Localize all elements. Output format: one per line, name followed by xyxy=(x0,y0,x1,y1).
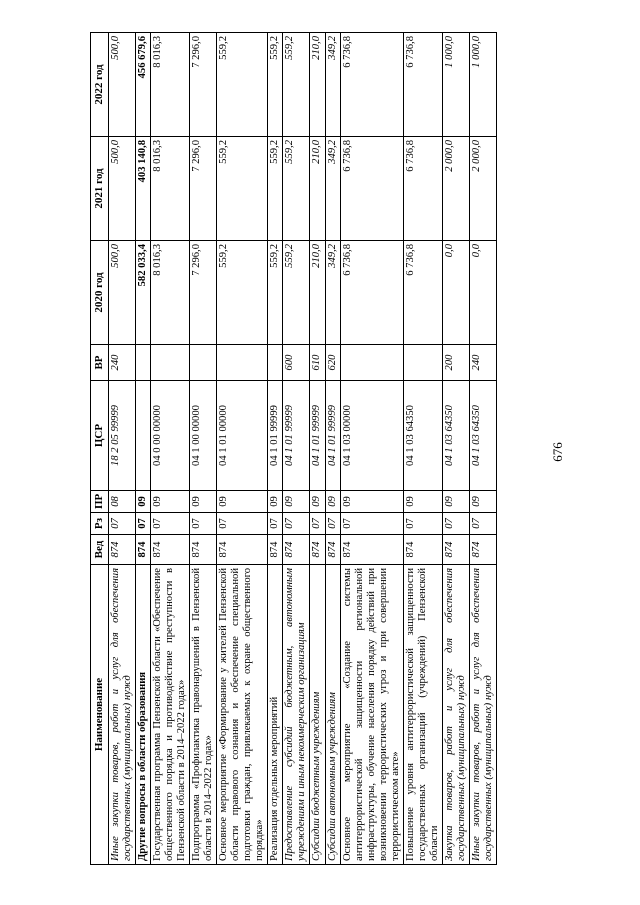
row-csr: 04 1 03 64350 xyxy=(403,381,442,491)
row-ved: 874 xyxy=(189,535,216,565)
table-row xyxy=(443,33,470,865)
row-pr: 09 xyxy=(470,491,497,513)
header-csr: ЦСР xyxy=(91,381,109,491)
table-row xyxy=(340,33,403,865)
row-vr xyxy=(217,345,268,381)
row-ved: 874 xyxy=(217,535,268,565)
row-2021: 559,2 xyxy=(217,137,268,241)
row-2020: 559,2 xyxy=(283,241,310,345)
row-2020: 349,2 xyxy=(325,241,340,345)
row-2021: 6 736,8 xyxy=(340,137,403,241)
row-name: Иные закупки товаров, работ и услуг для обеспечения государственных (муниципальных) нужд xyxy=(470,565,497,865)
row-name: Реализация отдельных мероприятий xyxy=(268,565,283,865)
row-ved: 874 xyxy=(470,535,497,565)
row-2021: 500,0 xyxy=(108,137,135,241)
row-2020: 6 736,8 xyxy=(340,241,403,345)
row-2022: 210,0 xyxy=(310,33,325,137)
row-csr: 04 1 03 00000 xyxy=(340,381,403,491)
table-row xyxy=(108,33,135,865)
row-2020: 559,2 xyxy=(217,241,268,345)
row-pr: 08 xyxy=(108,491,135,513)
header-rz: Рз xyxy=(91,513,109,535)
header-pr: ПР xyxy=(91,491,109,513)
row-2021: 210,0 xyxy=(310,137,325,241)
row-name: Субсидии автономным учреждениям xyxy=(325,565,340,865)
row-2021: 349,2 xyxy=(325,137,340,241)
row-2021: 2 000,0 xyxy=(443,137,470,241)
row-name: Другие вопросы в области образования xyxy=(135,565,150,865)
row-2022: 1 000,0 xyxy=(443,33,470,137)
row-ved: 874 xyxy=(403,535,442,565)
table-row xyxy=(310,33,325,865)
row-ved: 874 xyxy=(108,535,135,565)
row-pr: 09 xyxy=(217,491,268,513)
row-rz: 07 xyxy=(443,513,470,535)
header-vr: ВР xyxy=(91,345,109,381)
row-2022: 8 016,3 xyxy=(150,33,189,137)
row-csr: 04 1 01 99999 xyxy=(268,381,283,491)
row-2022: 559,2 xyxy=(217,33,268,137)
row-ved: 874 xyxy=(310,535,325,565)
row-rz: 07 xyxy=(217,513,268,535)
row-2021: 403 140,8 xyxy=(135,137,150,241)
header-2022: 2022 год xyxy=(91,33,109,137)
row-name: Повышение уровня антитеррористической защищенности государственных организаций (учреждений) Пензенской области xyxy=(403,565,442,865)
row-2020: 7 296,0 xyxy=(189,241,216,345)
row-2021: 8 016,3 xyxy=(150,137,189,241)
row-vr xyxy=(340,345,403,381)
row-vr xyxy=(150,345,189,381)
row-name: Субсидии бюджетным учреждениям xyxy=(310,565,325,865)
row-2020: 0,0 xyxy=(443,241,470,345)
row-pr: 09 xyxy=(340,491,403,513)
row-2022: 500,0 xyxy=(108,33,135,137)
header-name: Наименование xyxy=(91,565,109,865)
row-rz: 07 xyxy=(325,513,340,535)
row-ved: 874 xyxy=(443,535,470,565)
row-csr xyxy=(135,381,150,491)
row-name: Иные закупки товаров, работ и услуг для обеспечения государственных (муниципальных) нужд xyxy=(108,565,135,865)
header-ved: Вед xyxy=(91,535,109,565)
row-ved: 874 xyxy=(268,535,283,565)
row-name: Основное мероприятие «Создание системы антитеррористической защищенности региональной инфраструктуры, обучение населения порядку действий при возникновении террористических угроз и при совершении террористическом акте» xyxy=(340,565,403,865)
table-row xyxy=(189,33,216,865)
page-number: 676 xyxy=(550,442,565,462)
row-rz: 07 xyxy=(108,513,135,535)
row-2020: 582 033,4 xyxy=(135,241,150,345)
row-name: Подпрограмма «Профилактика правонарушений в Пензенской области в 2014–2022 годах» xyxy=(189,565,216,865)
header-2020: 2020 год xyxy=(91,241,109,345)
row-2022: 559,2 xyxy=(283,33,310,137)
row-csr: 04 1 00 00000 xyxy=(189,381,216,491)
row-vr: 620 xyxy=(325,345,340,381)
table-row xyxy=(150,33,189,865)
row-vr xyxy=(135,345,150,381)
row-pr: 09 xyxy=(310,491,325,513)
row-pr: 09 xyxy=(268,491,283,513)
table-row xyxy=(283,33,310,865)
row-rz: 07 xyxy=(403,513,442,535)
table-row xyxy=(470,33,497,865)
row-name: Основное мероприятие «Формирование у жителей Пензенской области правового сознания и обеспечение специальной подготовки граждан, привлекаемых к охране общественного порядка» xyxy=(217,565,268,865)
row-pr: 09 xyxy=(403,491,442,513)
row-pr: 09 xyxy=(150,491,189,513)
row-2022: 6 736,8 xyxy=(340,33,403,137)
row-vr: 200 xyxy=(443,345,470,381)
table-header-row xyxy=(91,33,109,865)
row-name: Государственная программа Пензенской области «Обеспечение общественного порядка и противодействие преступности в Пензенской области в 2014–2022 годах» xyxy=(150,565,189,865)
row-pr: 09 xyxy=(325,491,340,513)
table-row xyxy=(325,33,340,865)
row-rz: 07 xyxy=(340,513,403,535)
row-vr: 240 xyxy=(108,345,135,381)
row-2022: 349,2 xyxy=(325,33,340,137)
row-2020: 0,0 xyxy=(470,241,497,345)
row-2022: 456 679,6 xyxy=(135,33,150,137)
row-pr: 09 xyxy=(443,491,470,513)
row-ved: 874 xyxy=(340,535,403,565)
row-csr: 04 1 01 99999 xyxy=(325,381,340,491)
row-csr: 04 1 03 64350 xyxy=(470,381,497,491)
row-2022: 6 736,8 xyxy=(403,33,442,137)
row-pr: 09 xyxy=(283,491,310,513)
row-2021: 559,2 xyxy=(283,137,310,241)
budget-table-container xyxy=(90,35,560,865)
row-csr: 04 0 00 00000 xyxy=(150,381,189,491)
row-ved: 874 xyxy=(150,535,189,565)
row-2021: 2 000,0 xyxy=(470,137,497,241)
row-2022: 7 296,0 xyxy=(189,33,216,137)
row-2021: 7 296,0 xyxy=(189,137,216,241)
row-csr: 04 1 03 64350 xyxy=(443,381,470,491)
row-rz: 07 xyxy=(283,513,310,535)
row-vr xyxy=(189,345,216,381)
row-rz: 07 xyxy=(189,513,216,535)
row-rz: 07 xyxy=(268,513,283,535)
budget-table xyxy=(90,32,497,865)
row-csr: 04 1 01 99999 xyxy=(283,381,310,491)
row-csr: 18 2 05 99999 xyxy=(108,381,135,491)
row-2020: 210,0 xyxy=(310,241,325,345)
row-2021: 6 736,8 xyxy=(403,137,442,241)
row-vr: 240 xyxy=(470,345,497,381)
row-name: Предоставление субсидий бюджетным, автономным учреждениям и иным некоммерческим организациям xyxy=(283,565,310,865)
row-vr xyxy=(268,345,283,381)
table-row xyxy=(403,33,442,865)
row-ved: 874 xyxy=(283,535,310,565)
table-row xyxy=(217,33,268,865)
row-pr: 09 xyxy=(189,491,216,513)
row-2020: 6 736,8 xyxy=(403,241,442,345)
row-rz: 07 xyxy=(135,513,150,535)
row-2022: 1 000,0 xyxy=(470,33,497,137)
row-csr: 04 1 01 99999 xyxy=(310,381,325,491)
row-2022: 559,2 xyxy=(268,33,283,137)
row-vr: 610 xyxy=(310,345,325,381)
row-vr: 600 xyxy=(283,345,310,381)
row-pr: 09 xyxy=(135,491,150,513)
row-name: Закупка товаров, работ и услуг для обеспечения государственных (муниципальных) нужд xyxy=(443,565,470,865)
row-rz: 07 xyxy=(310,513,325,535)
table-row xyxy=(135,33,150,865)
row-csr: 04 1 01 00000 xyxy=(217,381,268,491)
row-2020: 500,0 xyxy=(108,241,135,345)
table-row xyxy=(268,33,283,865)
row-rz: 07 xyxy=(470,513,497,535)
row-2020: 8 016,3 xyxy=(150,241,189,345)
row-vr xyxy=(403,345,442,381)
row-ved: 874 xyxy=(135,535,150,565)
row-ved: 874 xyxy=(325,535,340,565)
row-2020: 559,2 xyxy=(268,241,283,345)
row-2021: 559,2 xyxy=(268,137,283,241)
header-2021: 2021 год xyxy=(91,137,109,241)
row-rz: 07 xyxy=(150,513,189,535)
